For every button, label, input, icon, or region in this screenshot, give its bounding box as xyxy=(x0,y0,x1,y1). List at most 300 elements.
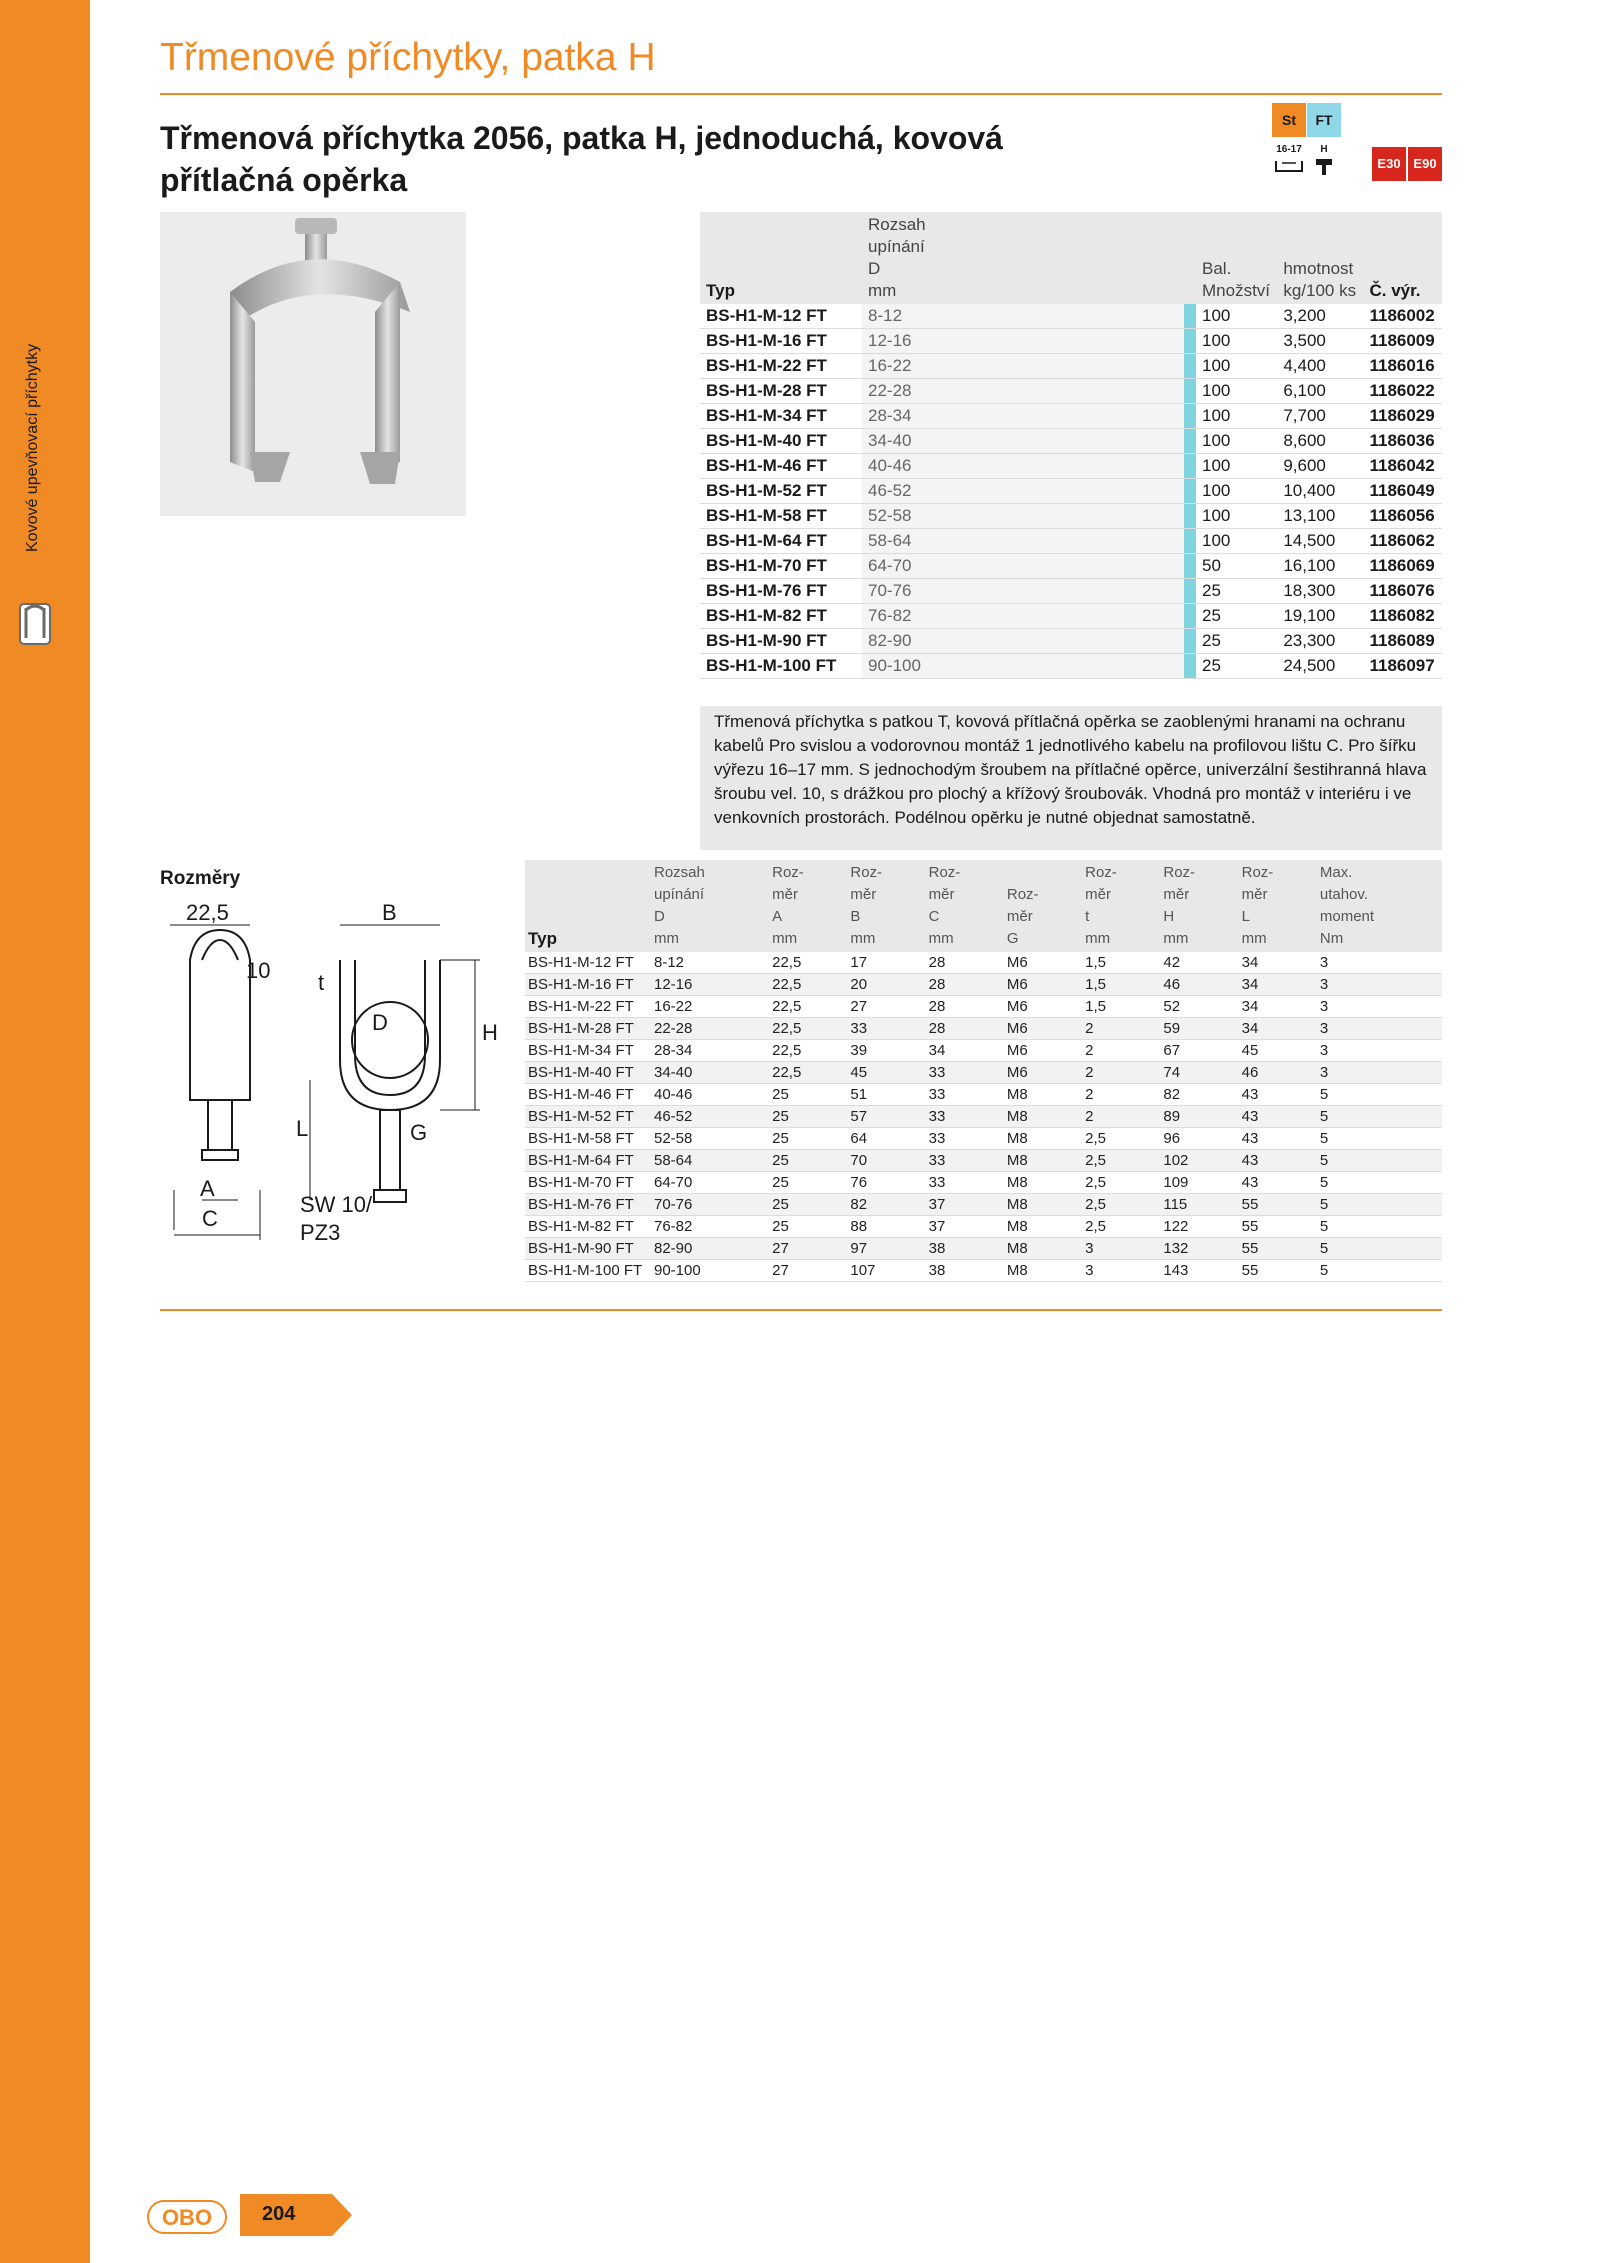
table-cell: 39 xyxy=(847,1040,925,1062)
cell-rozsah: 12-16 xyxy=(862,329,954,354)
cell-typ: BS-H1-M-46 FT xyxy=(700,454,862,479)
table-row xyxy=(700,554,1442,579)
table-cell: BS-H1-M-16 FT xyxy=(525,974,651,996)
table-cell: 22,5 xyxy=(769,1018,847,1040)
col2-h-line: H xyxy=(1163,908,1175,925)
table-cell: 33 xyxy=(926,1084,1004,1106)
col2-a-line: mm xyxy=(772,930,798,947)
table-row xyxy=(525,974,1442,996)
label-a: A xyxy=(200,1176,215,1201)
table-cell: 38 xyxy=(926,1238,1004,1260)
col2-a-line: Roz- xyxy=(772,864,804,881)
cell-bal: 100 xyxy=(1196,504,1277,529)
cell-bal: 25 xyxy=(1196,654,1277,679)
cell-bal: 100 xyxy=(1196,329,1277,354)
table-cell: 43 xyxy=(1239,1106,1317,1128)
table-cell: 76 xyxy=(847,1172,925,1194)
table-cell: 46 xyxy=(1239,1062,1317,1084)
label-b: B xyxy=(382,900,397,925)
col2-c-line: Roz- xyxy=(928,864,961,881)
order-table-block xyxy=(700,212,1442,679)
table-cell: 64 xyxy=(847,1128,925,1150)
table-cell: 90-100 xyxy=(651,1260,769,1282)
cell-hmotnost: 3,500 xyxy=(1277,329,1363,354)
cell-typ: BS-H1-M-22 FT xyxy=(700,354,862,379)
product-description: Třmenová příchytka s patkou T, kovová přítlačná opěrka se zaoblenými hranami na ochranu kabelů Pro svislou a vodorovnou montáž 1 jednotlivého kabelu na profilovou lištu C. Pro šířku výřezu 16–17 mm. S jednochodým šroubem na přítlačné opěrce, univerzální šestihranná hlava šroubu vel. 10, s drážkou pro plochý a křížový šroubovák. Vhodná pro montáž v interiéru i ve venkovních prostorách. Podélnou opěrku je nutné objednat samostatně. xyxy=(700,706,1442,850)
cell-hmotnost: 13,100 xyxy=(1277,504,1363,529)
table-cell: 109 xyxy=(1160,1172,1238,1194)
order-table-body xyxy=(700,304,1442,679)
table-cell: BS-H1-M-82 FT xyxy=(525,1216,651,1238)
table-cell: 3 xyxy=(1082,1238,1160,1260)
table-cell: 5 xyxy=(1317,1172,1442,1194)
cell-cvyr: 1186029 xyxy=(1363,404,1442,429)
cell-cvyr: 1186069 xyxy=(1363,554,1442,579)
cell-marker xyxy=(1184,504,1196,529)
cell-gap xyxy=(954,604,1184,629)
table-cell: 22,5 xyxy=(769,974,847,996)
table-cell: 22,5 xyxy=(769,1040,847,1062)
table-row xyxy=(525,1172,1442,1194)
badge-slot xyxy=(1272,143,1306,183)
cell-cvyr: 1186009 xyxy=(1363,329,1442,354)
cell-hmotnost: 6,100 xyxy=(1277,379,1363,404)
cell-rozsah: 70-76 xyxy=(862,579,954,604)
cell-cvyr: 1186062 xyxy=(1363,529,1442,554)
table-cell: 2 xyxy=(1082,1106,1160,1128)
table-cell: 46-52 xyxy=(651,1106,769,1128)
table-row xyxy=(700,329,1442,354)
badge-e90: E90 xyxy=(1408,147,1442,181)
cell-rozsah: 46-52 xyxy=(862,479,954,504)
col2-b-line: mm xyxy=(850,930,876,947)
col2-h-line: Roz- xyxy=(1163,864,1196,881)
table-cell: M8 xyxy=(1004,1128,1082,1150)
table-cell: 59 xyxy=(1160,1018,1238,1040)
col2-c-line: C xyxy=(928,908,940,925)
table-row xyxy=(700,454,1442,479)
table-cell: 2 xyxy=(1082,1062,1160,1084)
table-cell: 34 xyxy=(926,1040,1004,1062)
table-cell: 25 xyxy=(769,1106,847,1128)
table-cell: 25 xyxy=(769,1216,847,1238)
col2-max-line: Nm xyxy=(1319,930,1344,947)
cell-gap xyxy=(954,629,1184,654)
table-cell: 33 xyxy=(926,1172,1004,1194)
cell-marker xyxy=(1184,404,1196,429)
col2-a xyxy=(769,860,847,952)
table-cell: 115 xyxy=(1160,1194,1238,1216)
table-row xyxy=(525,1150,1442,1172)
table-cell: 33 xyxy=(926,1128,1004,1150)
col2-rozsah xyxy=(651,860,769,952)
col2-b-line: Roz- xyxy=(850,864,883,881)
col2-rozsah-line: D xyxy=(654,908,665,925)
table-cell: 22-28 xyxy=(651,1018,769,1040)
table-cell: 42 xyxy=(1160,952,1238,974)
col-rozsah-l4: mm xyxy=(868,281,897,300)
table-row xyxy=(525,1040,1442,1062)
table-cell: M8 xyxy=(1004,1260,1082,1282)
table-cell: 70-76 xyxy=(651,1194,769,1216)
table-cell: 3 xyxy=(1317,1062,1442,1084)
col2-max xyxy=(1317,860,1442,952)
table-cell: 58-64 xyxy=(651,1150,769,1172)
cell-gap xyxy=(954,579,1184,604)
table-cell: 34 xyxy=(1239,952,1317,974)
cell-marker xyxy=(1184,379,1196,404)
table-cell: 5 xyxy=(1317,1238,1442,1260)
col-cvyr: Č. výr. xyxy=(1363,212,1442,304)
table-cell: 25 xyxy=(769,1084,847,1106)
table-cell: 5 xyxy=(1317,1260,1442,1282)
cell-typ: BS-H1-M-12 FT xyxy=(700,304,862,329)
cell-bal: 25 xyxy=(1196,629,1277,654)
cell-bal: 100 xyxy=(1196,429,1277,454)
table-row xyxy=(525,1106,1442,1128)
badge-h xyxy=(1307,143,1341,183)
col2-h xyxy=(1160,860,1238,952)
cell-rozsah: 16-22 xyxy=(862,354,954,379)
table-cell: 43 xyxy=(1239,1172,1317,1194)
product-title: Třmenová příchytka 2056, patka H, jednoduchá, kovová přítlačná opěrka xyxy=(160,120,1003,198)
table-row xyxy=(700,379,1442,404)
cell-gap xyxy=(954,504,1184,529)
page-number: 204 xyxy=(262,2203,296,2225)
table-row xyxy=(700,304,1442,329)
cell-cvyr: 1186016 xyxy=(1363,354,1442,379)
cell-bal: 100 xyxy=(1196,354,1277,379)
col-hmotnost xyxy=(1277,212,1363,304)
cell-bal: 100 xyxy=(1196,404,1277,429)
table-cell: BS-H1-M-46 FT xyxy=(525,1084,651,1106)
table-row xyxy=(700,579,1442,604)
table-row xyxy=(700,604,1442,629)
table-cell: 122 xyxy=(1160,1216,1238,1238)
table-cell: 28 xyxy=(926,974,1004,996)
col2-max-line: utahov. xyxy=(1319,886,1368,903)
badge-st: St xyxy=(1272,103,1306,137)
table-cell: 55 xyxy=(1239,1194,1317,1216)
cell-cvyr: 1186002 xyxy=(1363,304,1442,329)
sidebar xyxy=(0,0,90,2263)
table-row xyxy=(525,1018,1442,1040)
title-divider xyxy=(160,93,1442,95)
table-cell: M8 xyxy=(1004,1084,1082,1106)
cell-hmotnost: 16,100 xyxy=(1277,554,1363,579)
table-cell: 64-70 xyxy=(651,1172,769,1194)
cell-marker xyxy=(1184,329,1196,354)
table-cell: 34-40 xyxy=(651,1062,769,1084)
table-row xyxy=(525,1084,1442,1106)
col-bal xyxy=(1196,212,1277,304)
table-cell: 55 xyxy=(1239,1260,1317,1282)
cell-gap xyxy=(954,454,1184,479)
table-cell: 1,5 xyxy=(1082,952,1160,974)
table-cell: 2,5 xyxy=(1082,1194,1160,1216)
table-cell: M6 xyxy=(1004,952,1082,974)
cell-cvyr: 1186076 xyxy=(1363,579,1442,604)
col2-l xyxy=(1239,860,1317,952)
cell-bal: 25 xyxy=(1196,579,1277,604)
table-cell: 1,5 xyxy=(1082,974,1160,996)
table-cell: 143 xyxy=(1160,1260,1238,1282)
col2-c xyxy=(926,860,1004,952)
cell-typ: BS-H1-M-76 FT xyxy=(700,579,862,604)
col2-b xyxy=(847,860,925,952)
table-cell: 34 xyxy=(1239,1018,1317,1040)
col2-h-line: měr xyxy=(1163,886,1190,903)
table-cell: M8 xyxy=(1004,1194,1082,1216)
table-cell: 25 xyxy=(769,1194,847,1216)
table-cell: 74 xyxy=(1160,1062,1238,1084)
cell-hmotnost: 24,500 xyxy=(1277,654,1363,679)
table-row xyxy=(525,1128,1442,1150)
table-row xyxy=(525,1260,1442,1282)
sidebar-label: Kovové upevňovací příchytky xyxy=(24,343,41,552)
table-cell: 34 xyxy=(1239,974,1317,996)
table-row xyxy=(525,1062,1442,1084)
cell-rozsah: 90-100 xyxy=(862,654,954,679)
table-cell: 70 xyxy=(847,1150,925,1172)
label-t: t xyxy=(318,970,325,995)
table-cell: 102 xyxy=(1160,1150,1238,1172)
cell-typ: BS-H1-M-100 FT xyxy=(700,654,862,679)
table-cell: 22,5 xyxy=(769,952,847,974)
col2-l-line: měr xyxy=(1241,886,1268,903)
cell-rozsah: 82-90 xyxy=(862,629,954,654)
cell-typ: BS-H1-M-58 FT xyxy=(700,504,862,529)
table-cell: 37 xyxy=(926,1194,1004,1216)
cell-cvyr: 1186042 xyxy=(1363,454,1442,479)
table-cell: M8 xyxy=(1004,1238,1082,1260)
col-hm-l1: hmotnost xyxy=(1283,259,1354,278)
table-cell: 25 xyxy=(769,1172,847,1194)
col2-rozsah-line: mm xyxy=(654,930,679,947)
dimensions-table-body xyxy=(525,952,1442,1282)
cell-gap xyxy=(954,529,1184,554)
table-cell: 20 xyxy=(847,974,925,996)
label-l: L xyxy=(296,1116,309,1141)
logo-text: OBO xyxy=(161,2205,213,2230)
col2-a-line: měr xyxy=(772,886,798,903)
table-cell: 3 xyxy=(1317,1040,1442,1062)
table-cell: 17 xyxy=(847,952,925,974)
dimensions-table xyxy=(525,860,1442,1282)
col2-g xyxy=(1004,860,1082,952)
col2-g-line: G xyxy=(1006,930,1019,947)
cell-cvyr: 1186049 xyxy=(1363,479,1442,504)
table-cell: 34 xyxy=(1239,996,1317,1018)
table-cell: 12-16 xyxy=(651,974,769,996)
cell-rozsah: 34-40 xyxy=(862,429,954,454)
table-cell: 27 xyxy=(847,996,925,1018)
cell-cvyr: 1186022 xyxy=(1363,379,1442,404)
badge-group xyxy=(1272,103,1442,183)
col2-t-line: Roz- xyxy=(1085,864,1117,881)
cell-marker xyxy=(1184,479,1196,504)
table-cell: 82-90 xyxy=(651,1238,769,1260)
cell-typ: BS-H1-M-82 FT xyxy=(700,604,862,629)
col-hm-l2: kg/100 ks xyxy=(1283,281,1357,300)
cell-hmotnost: 8,600 xyxy=(1277,429,1363,454)
page-title: Třmenové příchytky, patka H xyxy=(160,36,656,79)
cell-gap xyxy=(954,304,1184,329)
table-cell: 82 xyxy=(1160,1084,1238,1106)
table-cell: 1,5 xyxy=(1082,996,1160,1018)
col2-l-line: Roz- xyxy=(1241,864,1274,881)
cell-cvyr: 1186036 xyxy=(1363,429,1442,454)
dimension-drawing xyxy=(160,900,530,1260)
label-sw: SW 10/ xyxy=(300,1192,373,1217)
foot-icon xyxy=(1312,157,1336,177)
table-cell: 67 xyxy=(1160,1040,1238,1062)
badge-h-label: H xyxy=(1320,144,1328,155)
table-cell: 5 xyxy=(1317,1106,1442,1128)
table-cell: BS-H1-M-90 FT xyxy=(525,1238,651,1260)
cell-hmotnost: 7,700 xyxy=(1277,404,1363,429)
cell-rozsah: 76-82 xyxy=(862,604,954,629)
table-cell: M8 xyxy=(1004,1106,1082,1128)
col-bal-l1: Bal. xyxy=(1202,259,1232,278)
table-cell: 43 xyxy=(1239,1150,1317,1172)
col2-rozsah-line: upínání xyxy=(654,886,705,903)
cell-bal: 50 xyxy=(1196,554,1277,579)
cell-typ: BS-H1-M-52 FT xyxy=(700,479,862,504)
table-cell: 38 xyxy=(926,1260,1004,1282)
obo-logo xyxy=(147,2200,227,2234)
table-row xyxy=(700,479,1442,504)
table-cell: BS-H1-M-64 FT xyxy=(525,1150,651,1172)
cell-rozsah: 28-34 xyxy=(862,404,954,429)
table-cell: 27 xyxy=(769,1260,847,1282)
cell-hmotnost: 14,500 xyxy=(1277,529,1363,554)
cell-gap xyxy=(954,429,1184,454)
table-cell: 97 xyxy=(847,1238,925,1260)
table-cell: 33 xyxy=(926,1106,1004,1128)
badge-slot-label: 16-17 xyxy=(1276,144,1302,155)
cell-hmotnost: 10,400 xyxy=(1277,479,1363,504)
table-cell: 89 xyxy=(1160,1106,1238,1128)
col2-t-line: t xyxy=(1085,908,1090,925)
table-cell: 45 xyxy=(847,1062,925,1084)
cell-typ: BS-H1-M-16 FT xyxy=(700,329,862,354)
cell-marker xyxy=(1184,454,1196,479)
table-cell: 3 xyxy=(1317,1018,1442,1040)
cell-marker xyxy=(1184,654,1196,679)
label-c: C xyxy=(202,1206,218,1231)
table-cell: M6 xyxy=(1004,1062,1082,1084)
col2-t-line: mm xyxy=(1085,930,1111,947)
cell-bal: 100 xyxy=(1196,304,1277,329)
table-cell: 5 xyxy=(1317,1128,1442,1150)
col2-l-line: mm xyxy=(1241,930,1267,947)
table-cell: 46 xyxy=(1160,974,1238,996)
table-cell: 3 xyxy=(1317,952,1442,974)
table-cell: 96 xyxy=(1160,1128,1238,1150)
col-gap xyxy=(954,212,1184,304)
cell-gap xyxy=(954,379,1184,404)
table-cell: 8-12 xyxy=(651,952,769,974)
cell-bal: 100 xyxy=(1196,479,1277,504)
badge-ft: FT xyxy=(1307,103,1341,137)
table-cell: 5 xyxy=(1317,1216,1442,1238)
table-row xyxy=(700,354,1442,379)
table-cell: 28-34 xyxy=(651,1040,769,1062)
page-number-tab xyxy=(240,2194,352,2236)
col-rozsah xyxy=(862,212,954,304)
table-cell: 3 xyxy=(1317,996,1442,1018)
table-cell: 2,5 xyxy=(1082,1172,1160,1194)
col2-rozsah-line: Rozsah xyxy=(654,864,705,881)
table-cell: 43 xyxy=(1239,1128,1317,1150)
table-cell: 5 xyxy=(1317,1084,1442,1106)
table-cell: 2 xyxy=(1082,1084,1160,1106)
cell-cvyr: 1186082 xyxy=(1363,604,1442,629)
table-row xyxy=(525,1194,1442,1216)
col2-b-line: měr xyxy=(850,886,877,903)
table-cell: 2 xyxy=(1082,1040,1160,1062)
table-cell: BS-H1-M-100 FT xyxy=(525,1260,651,1282)
table-cell: 55 xyxy=(1239,1216,1317,1238)
table-cell: 33 xyxy=(926,1062,1004,1084)
table-cell: M8 xyxy=(1004,1216,1082,1238)
cell-rozsah: 52-58 xyxy=(862,504,954,529)
table-cell: 28 xyxy=(926,952,1004,974)
table-cell: 27 xyxy=(769,1238,847,1260)
cell-typ: BS-H1-M-70 FT xyxy=(700,554,862,579)
cell-bal: 100 xyxy=(1196,379,1277,404)
cell-rozsah: 64-70 xyxy=(862,554,954,579)
badge-e30: E30 xyxy=(1372,147,1406,181)
table-row xyxy=(525,1216,1442,1238)
label-10: 10 xyxy=(246,958,271,983)
col2-t xyxy=(1082,860,1160,952)
cell-gap xyxy=(954,404,1184,429)
table-cell: 76-82 xyxy=(651,1216,769,1238)
table-cell: M6 xyxy=(1004,974,1082,996)
col2-h-line: mm xyxy=(1163,930,1189,947)
table-cell: 25 xyxy=(769,1150,847,1172)
col-typ: Typ xyxy=(700,212,862,304)
cell-typ: BS-H1-M-34 FT xyxy=(700,404,862,429)
cell-marker xyxy=(1184,579,1196,604)
cell-gap xyxy=(954,479,1184,504)
col2-g-line xyxy=(1007,864,1079,884)
dimensions-title: Rozměry xyxy=(160,868,241,889)
cell-marker xyxy=(1184,554,1196,579)
col2-l-line: L xyxy=(1241,908,1250,925)
table-cell: 22,5 xyxy=(769,996,847,1018)
table-cell: 107 xyxy=(847,1260,925,1282)
cell-rozsah: 58-64 xyxy=(862,529,954,554)
cell-marker xyxy=(1184,304,1196,329)
col2-max-line: moment xyxy=(1319,908,1375,925)
table-row xyxy=(700,429,1442,454)
col-marker xyxy=(1184,212,1196,304)
cell-hmotnost: 23,300 xyxy=(1277,629,1363,654)
table-cell: 52-58 xyxy=(651,1128,769,1150)
table-row xyxy=(700,529,1442,554)
cell-hmotnost: 18,300 xyxy=(1277,579,1363,604)
label-h: H xyxy=(482,1020,498,1045)
table-cell: 28 xyxy=(926,1018,1004,1040)
col2-g-line: Roz- xyxy=(1006,886,1039,903)
table-cell: M6 xyxy=(1004,996,1082,1018)
table-cell: 3 xyxy=(1082,1260,1160,1282)
slot-icon xyxy=(1274,157,1304,175)
cell-marker xyxy=(1184,529,1196,554)
